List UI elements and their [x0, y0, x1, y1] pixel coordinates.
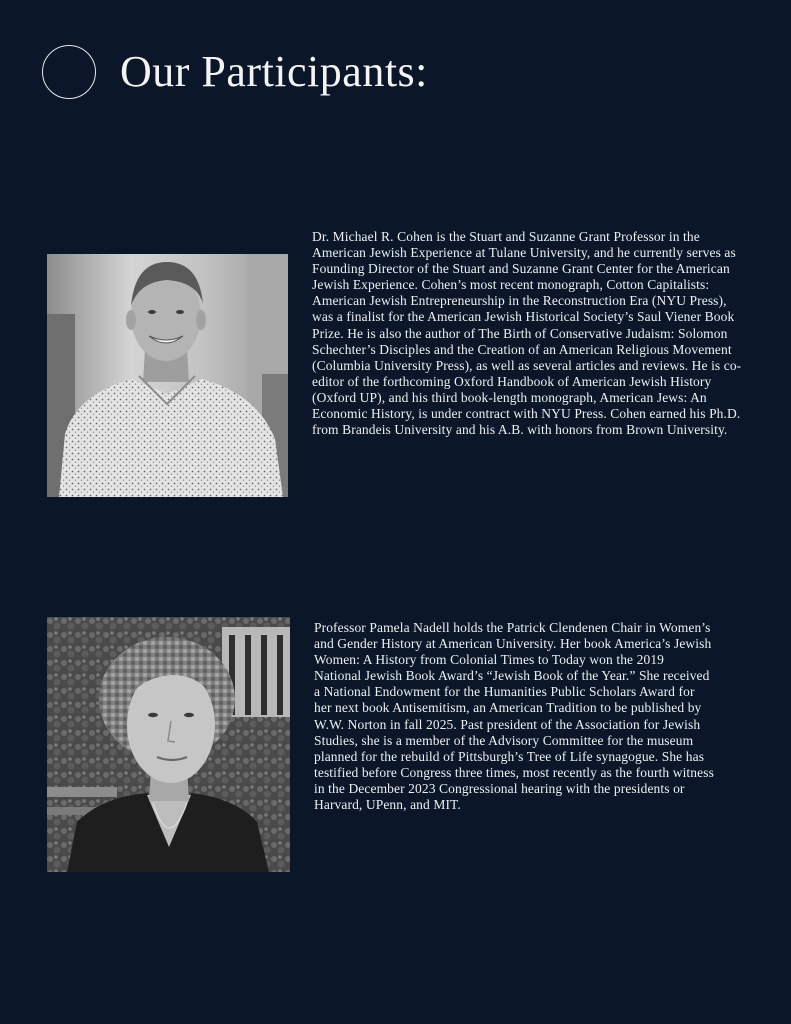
portrait-woman-photo — [47, 617, 290, 872]
participant-photo-nadell — [47, 617, 290, 872]
header-circle-icon — [42, 45, 96, 99]
page-title: Our Participants: — [120, 47, 428, 96]
participant-photo-cohen — [47, 254, 288, 497]
participant-bio-nadell: Professor Pamela Nadell holds the Patrick Clendenen Chair in Women’s and Gender History at American University. Her book America’s Jewish Women: A History from Colonial Times to Today won the 2019 National Jewish Book Award’s “Jewish Book of the Year.” She received a National Endowment for the Humanities Public Scholars Award for her next book Antisemitism, an American Tradition to be published by W.W. Norton in fall 2025. Past president of the Association for Jewish Studies, she is a member of the Advisory Committee for the museum planned for the rebuild of Pittsburgh’s Tree of Life synagogue. She has testified before Congress three times, most recently as the fourth witness in the December 2023 Congressional hearing with the presidents or Harvard, UPenn, and MIT. — [314, 620, 714, 813]
participant-bio-cohen: Dr. Michael R. Cohen is the Stuart and Suzanne Grant Professor in the American Jewish Experience at Tulane University, and he currently serves as Founding Director of the Stuart and Suzanne Grant Center for the American Jewish Experience. Cohen’s most recent monograph, Cotton Capitalists: American Jewish Entrepreneurship in the Reconstruction Era (NYU Press), was a finalist for the American Jewish Historical Society’s Saul Viener Book Prize. He is also the author of The Birth of Conservative Judaism: Solomon Schechter’s Disciples and the Creation of an American Religious Movement (Columbia University Press), as well as several articles and reviews. He is co-editor of the forthcoming Oxford Handbook of American Jewish History (Oxford UP), and his third book-length monograph, American Jews: An Economic History, is under contract with NYU Press. Cohen earned his Ph.D. from Brandeis University and his A.B. with honors from Brown University. — [312, 229, 742, 438]
portrait-man-photo — [47, 254, 288, 497]
